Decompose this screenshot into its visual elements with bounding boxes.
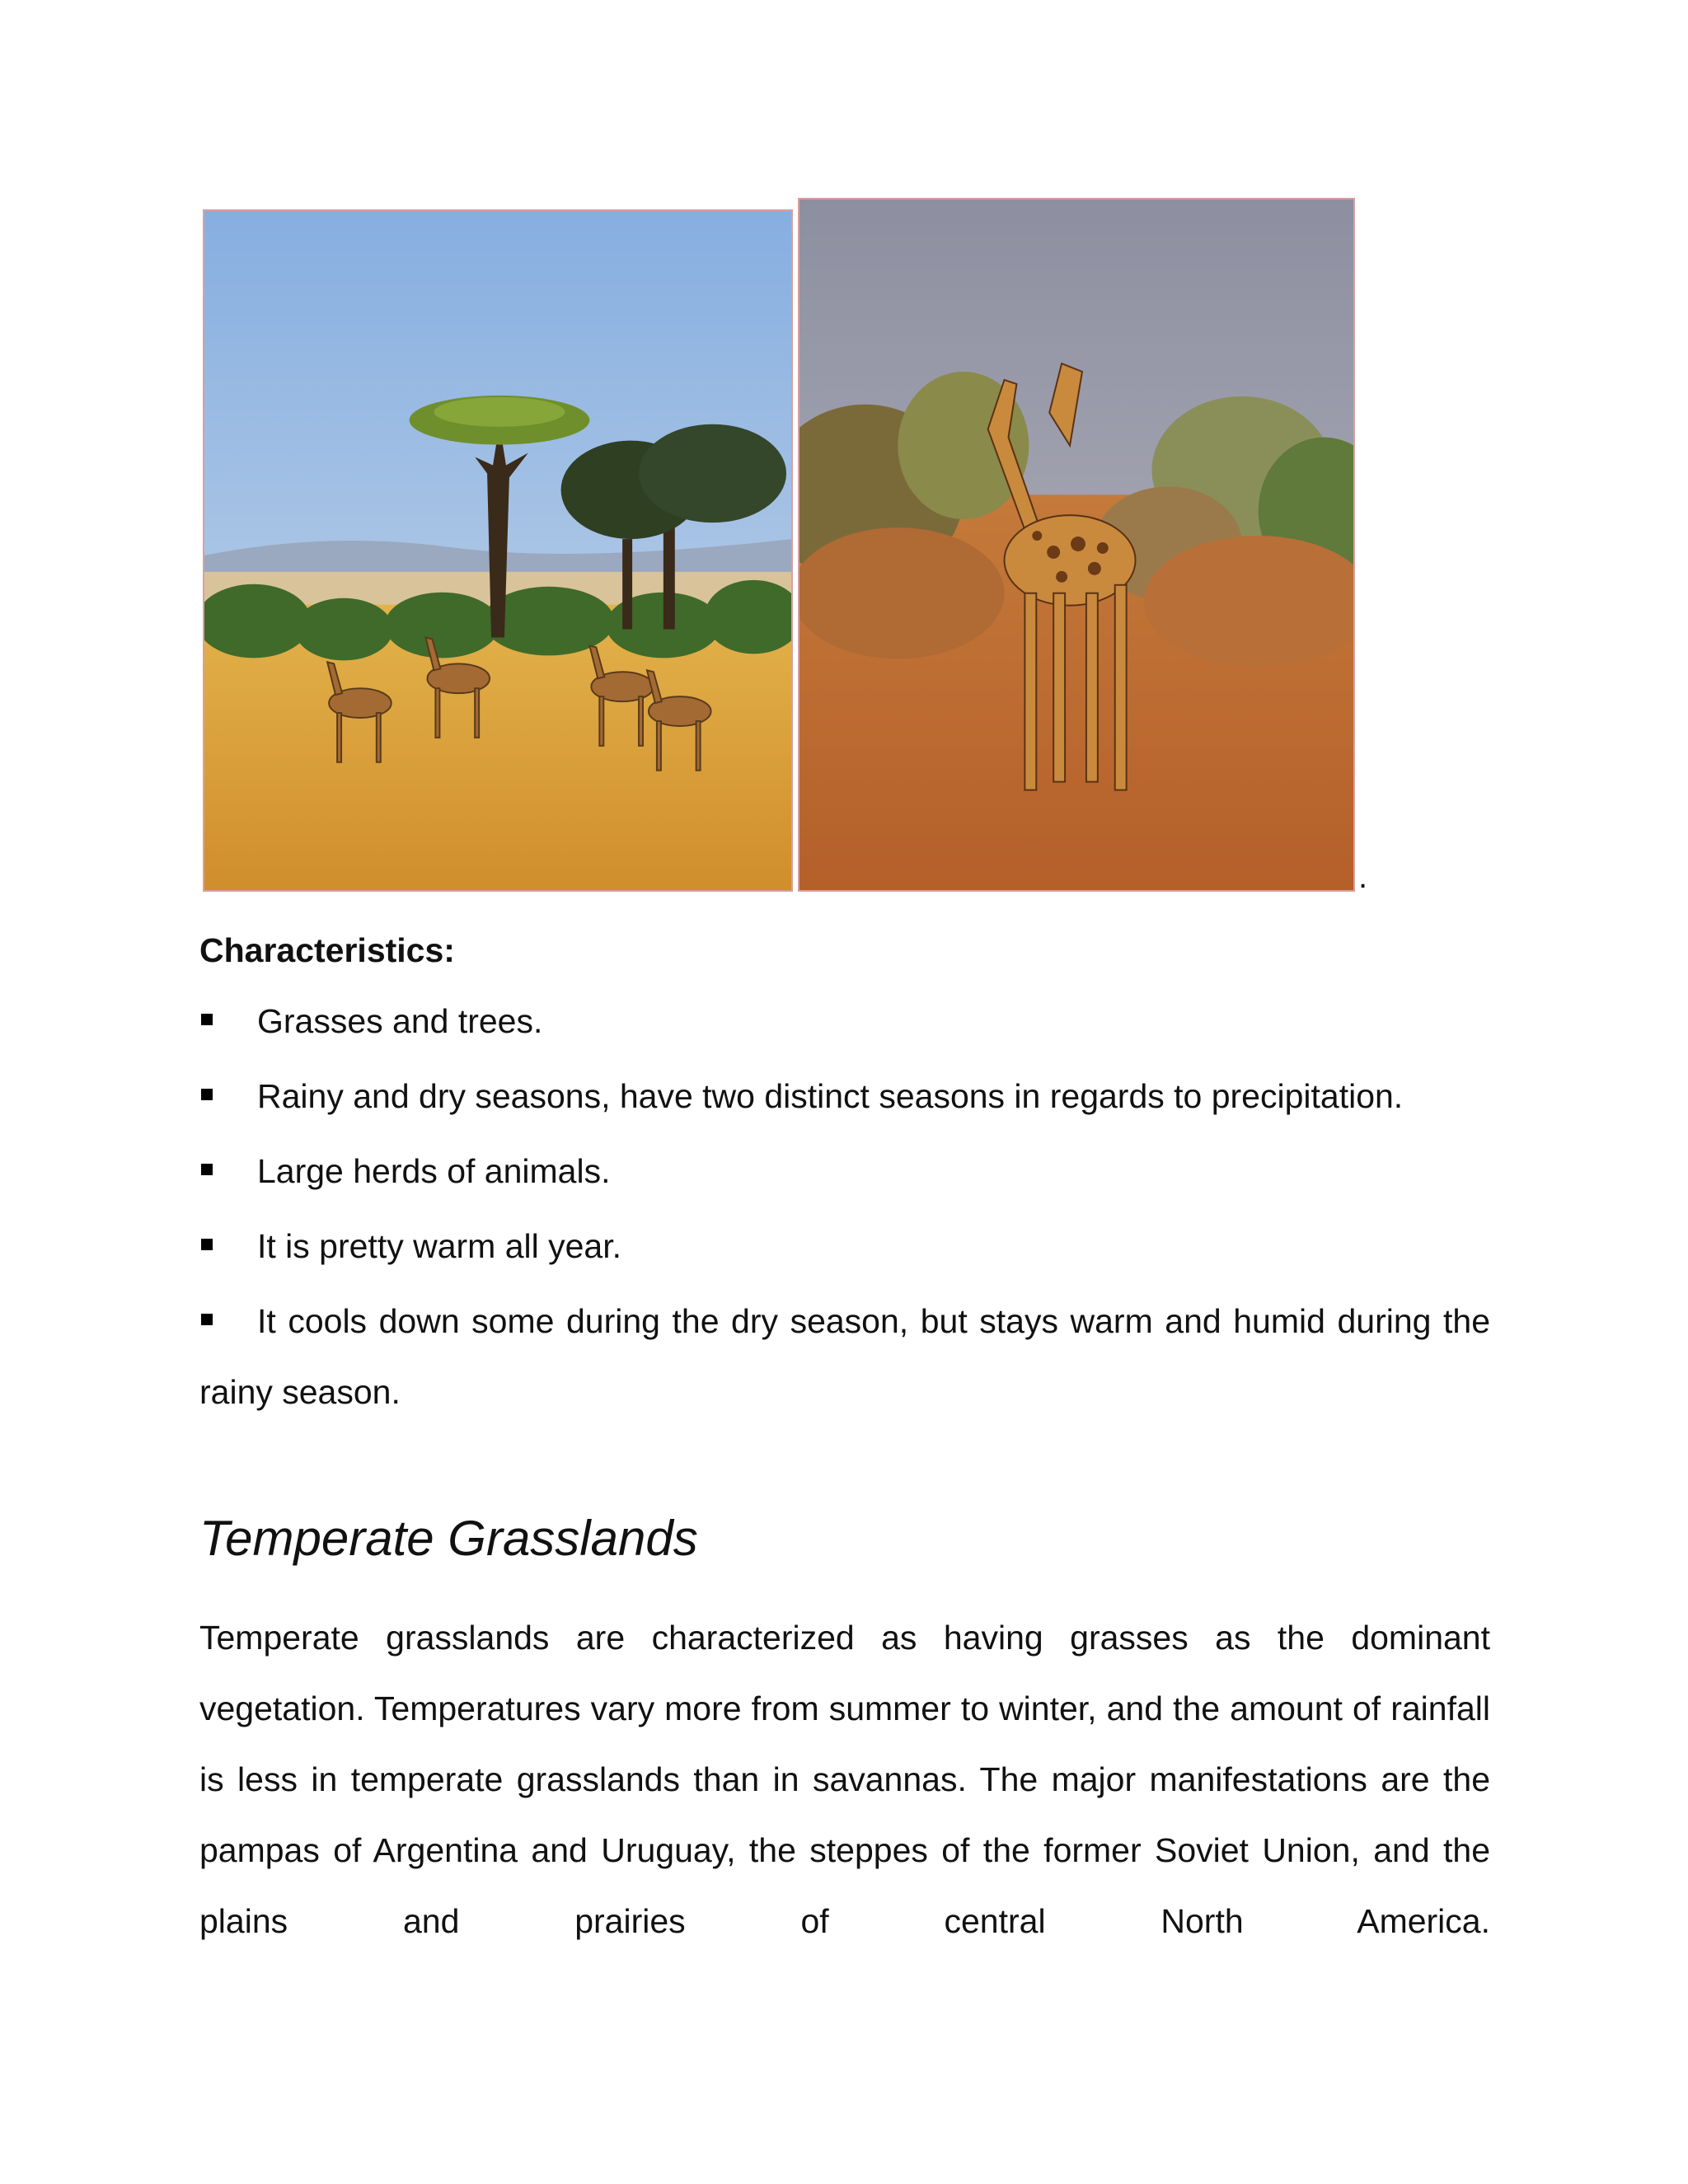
- square-bullet-icon: [201, 1014, 213, 1025]
- list-item-text: Rainy and dry seasons, have two distinct seasons in regards to precipitation.: [257, 1077, 1404, 1115]
- square-bullet-icon: [201, 1089, 213, 1100]
- list-item: [199, 986, 1490, 1061]
- square-bullet-icon: [201, 1314, 213, 1325]
- body-paragraph: Temperate grasslands are characterized as having grasses as the dominant vegetation. Temperatures vary more from summer to winter, and the amount of rainfall is less in temperate grasslands than in savannas. The major manifestations are the pampas of Argentina and Uruguay, the steppes of the former Soviet Union, and the plains and prairies of central North America.: [199, 1619, 1490, 1940]
- list-item-text: Grasses and trees.: [257, 1002, 543, 1040]
- list-item-text: Large herds of animals.: [257, 1152, 611, 1190]
- section-title: Temperate Grasslands: [199, 1511, 698, 1566]
- square-bullet-icon: [201, 1239, 213, 1250]
- savanna-gazelles-photo: [203, 209, 793, 892]
- list-item-text: It cools down some during the dry season, but stays warm and humid during the rainy season.: [199, 1302, 1490, 1411]
- characteristics-heading: Characteristics:: [199, 931, 455, 969]
- giraffes-illustration: [799, 199, 1353, 890]
- list-item: [199, 1211, 1490, 1286]
- list-item-text: It is pretty warm all year.: [257, 1227, 622, 1265]
- characteristics-list: [199, 986, 1490, 1427]
- list-item: [199, 1061, 1490, 1136]
- giraffes-photo: [798, 198, 1355, 892]
- trailing-period: .: [1358, 859, 1368, 895]
- list-item: [199, 1136, 1490, 1211]
- square-bullet-icon: [201, 1164, 213, 1175]
- savanna-illustration: [204, 211, 791, 890]
- list-item: [199, 1286, 1490, 1427]
